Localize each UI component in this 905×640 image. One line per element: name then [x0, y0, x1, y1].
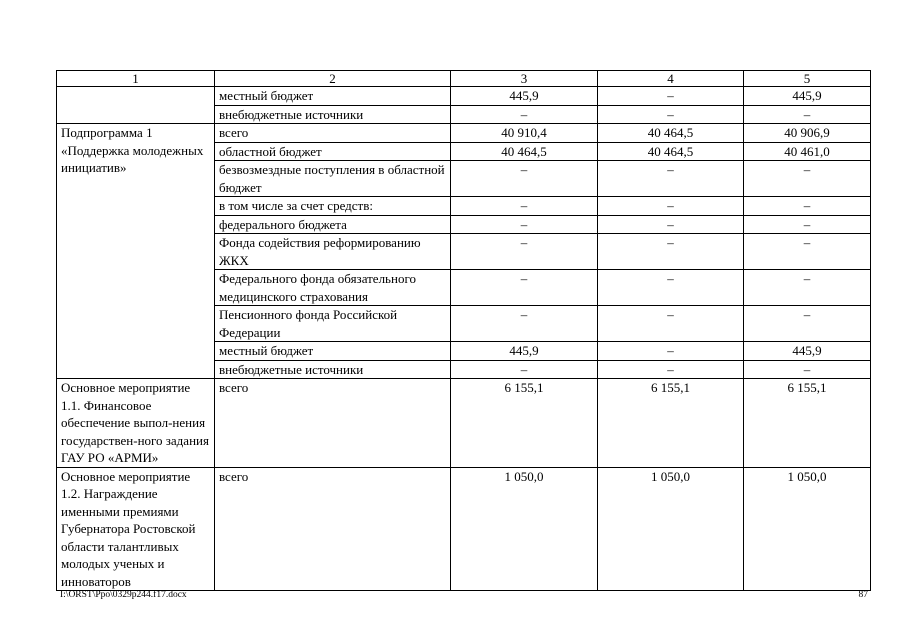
header-cell-5: 5 — [744, 71, 871, 87]
file-path: I:\ORST\Ppo\0329p244.f17.docx — [60, 590, 187, 600]
value-col3: 1 050,0 — [451, 467, 598, 591]
table-row — [57, 467, 871, 591]
activity-name: Основное мероприятие 1.2. Награждение именными премиями Губернатора Ростовской области талантливых молодых ученых и инноваторов — [57, 467, 215, 591]
budget-table — [56, 70, 871, 591]
page-footer — [60, 589, 868, 601]
value-col4: – — [598, 306, 744, 342]
header-cell-4: 4 — [598, 71, 744, 87]
value-col5: 40 906,9 — [744, 124, 871, 143]
source-label: местный бюджет — [215, 87, 451, 106]
activity-name: Основное мероприятие 1.1. Финансовое обеспечение выпол-нения государствен-ного задания ГАУ РО «АРМИ» — [57, 379, 215, 468]
value-col3: 6 155,1 — [451, 379, 598, 468]
header-cell-3: 3 — [451, 71, 598, 87]
value-col5: – — [744, 197, 871, 216]
subprogram-name: Подпрограмма 1 «Поддержка молодежных инициатив» — [57, 124, 215, 379]
empty-name-cell — [57, 87, 215, 124]
value-col5: 40 461,0 — [744, 142, 871, 161]
value-col5: 445,9 — [744, 342, 871, 361]
value-col3: – — [451, 270, 598, 306]
value-col4: – — [598, 161, 744, 197]
value-col4: – — [598, 87, 744, 106]
source-label: всего — [215, 124, 451, 143]
value-col3: – — [451, 197, 598, 216]
source-label: в том числе за счет средств: — [215, 197, 451, 216]
value-col3: – — [451, 360, 598, 379]
source-label: всего — [215, 467, 451, 591]
table-row — [57, 124, 871, 143]
page-number: 87 — [858, 590, 868, 600]
header-cell-1: 1 — [57, 71, 215, 87]
table-header-row — [57, 71, 871, 87]
value-col5: – — [744, 270, 871, 306]
value-col5: 445,9 — [744, 87, 871, 106]
value-col5: 1 050,0 — [744, 467, 871, 591]
value-col3: 40 464,5 — [451, 142, 598, 161]
value-col4: – — [598, 197, 744, 216]
value-col4: 40 464,5 — [598, 142, 744, 161]
value-col5: – — [744, 306, 871, 342]
value-col4: – — [598, 234, 744, 270]
source-label: всего — [215, 379, 451, 468]
value-col4: – — [598, 105, 744, 124]
source-label: внебюджетные источники — [215, 105, 451, 124]
source-label: Фонда содействия реформированию ЖКХ — [215, 234, 451, 270]
value-col5: – — [744, 161, 871, 197]
value-col4: – — [598, 342, 744, 361]
value-col3: – — [451, 306, 598, 342]
table-row — [57, 379, 871, 468]
value-col5: – — [744, 215, 871, 234]
table-row — [57, 87, 871, 106]
value-col5: – — [744, 105, 871, 124]
header-cell-2: 2 — [215, 71, 451, 87]
value-col5: – — [744, 360, 871, 379]
value-col4: 6 155,1 — [598, 379, 744, 468]
value-col4: – — [598, 270, 744, 306]
value-col4: 1 050,0 — [598, 467, 744, 591]
value-col3: – — [451, 161, 598, 197]
value-col4: – — [598, 215, 744, 234]
value-col4: – — [598, 360, 744, 379]
source-label: областной бюджет — [215, 142, 451, 161]
value-col5: – — [744, 234, 871, 270]
source-label: федерального бюджета — [215, 215, 451, 234]
value-col4: 40 464,5 — [598, 124, 744, 143]
value-col5: 6 155,1 — [744, 379, 871, 468]
value-col3: 445,9 — [451, 87, 598, 106]
source-label: местный бюджет — [215, 342, 451, 361]
value-col3: – — [451, 234, 598, 270]
source-label: внебюджетные источники — [215, 360, 451, 379]
value-col3: 40 910,4 — [451, 124, 598, 143]
source-label: Федерального фонда обязательного медицинского страхования — [215, 270, 451, 306]
source-label: безвозмездные поступления в областной бюджет — [215, 161, 451, 197]
source-label: Пенсионного фонда Российской Федерации — [215, 306, 451, 342]
value-col3: 445,9 — [451, 342, 598, 361]
value-col3: – — [451, 215, 598, 234]
value-col3: – — [451, 105, 598, 124]
